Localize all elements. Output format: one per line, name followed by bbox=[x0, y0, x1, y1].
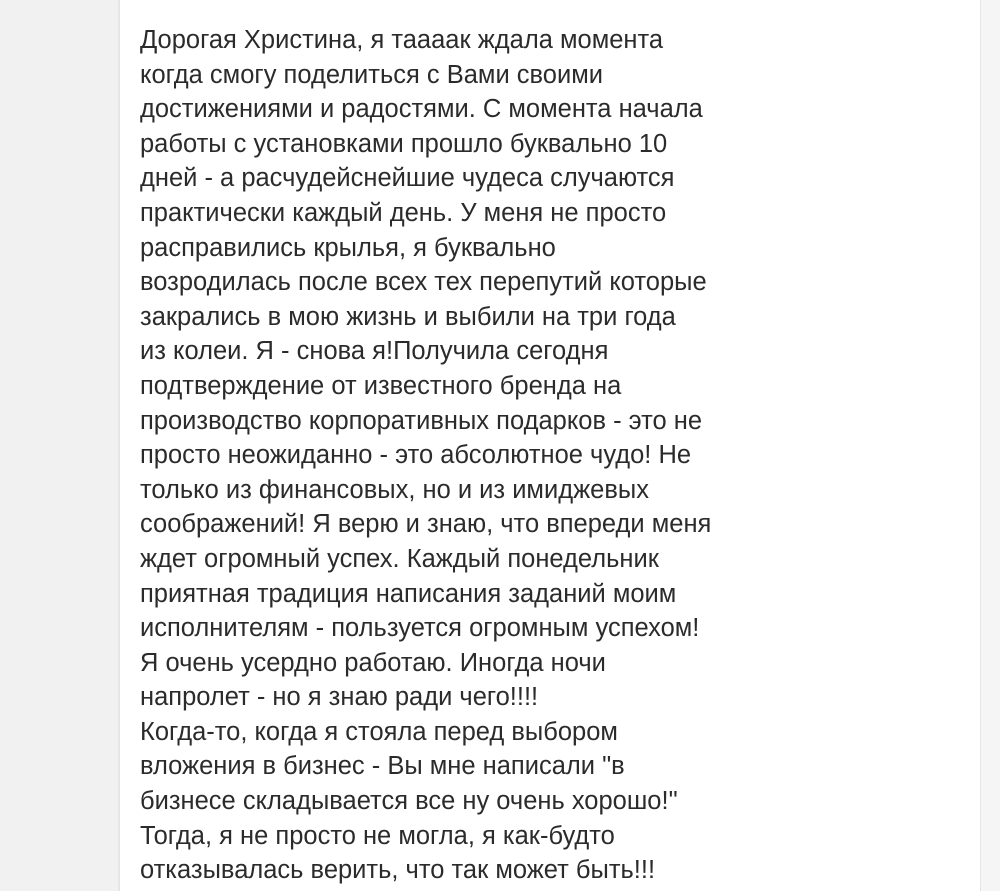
left-gutter bbox=[0, 0, 118, 891]
message-text bbox=[140, 23, 780, 888]
message-line: Дорогая Христина, я таааак ждала момента bbox=[140, 26, 664, 54]
message-line: бизнесе складывается все ну очень хорошо!" bbox=[140, 787, 678, 816]
message-line: подтверждение от известного бренда на bbox=[140, 371, 622, 400]
message-line: отказывалась верить, что так может быть!!! bbox=[140, 856, 656, 885]
message-line: когда смогу поделиться с Вами своими bbox=[140, 60, 603, 89]
message-line: дней - а расчудейснейшие чудеса случаются bbox=[140, 164, 675, 193]
message-line: практически каждый день. У меня не просто bbox=[140, 198, 667, 227]
message-line: Я очень усердно работаю. Иногда ночи bbox=[140, 648, 606, 677]
message-line: исполнителям - пользуется огромным успехом! bbox=[140, 614, 700, 643]
message-line: работы с установками прошло буквально 10 bbox=[140, 129, 668, 158]
message-line: из колеи. Я - снова я!Получила сегодня bbox=[140, 337, 609, 366]
message-line: производство корпоративных подарков - это не bbox=[140, 406, 703, 435]
message-line: возродилась после всех тех перепутий которые bbox=[140, 268, 707, 297]
message-line: расправились крылья, я буквально bbox=[140, 233, 556, 262]
message-line: достижениями и радостями. С момента начала bbox=[140, 95, 703, 124]
message-line: Когда-то, когда я стояла перед выбором bbox=[140, 717, 618, 746]
message-line: закрались в мою жизнь и выбили на три года bbox=[140, 302, 676, 331]
message-line: ждет огромный успех. Каждый понедельник bbox=[140, 544, 659, 573]
scrollbar-track[interactable] bbox=[980, 0, 1000, 891]
message-line: соображений! Я верю и знаю, что впереди меня bbox=[140, 510, 712, 539]
message-line: приятная традиция написания заданий моим bbox=[140, 579, 677, 608]
message-line: только из финансовых, но и из имиджевых bbox=[140, 475, 649, 504]
message-line: напролет - но я знаю ради чего!!!! bbox=[140, 683, 539, 712]
message-line: вложения в бизнес - Вы мне написали "в bbox=[140, 752, 625, 781]
message-line: просто неожиданно - это абсолютное чудо! Не bbox=[140, 441, 692, 470]
message-line: Тогда, я не просто не могла, я как-будто bbox=[140, 821, 615, 850]
